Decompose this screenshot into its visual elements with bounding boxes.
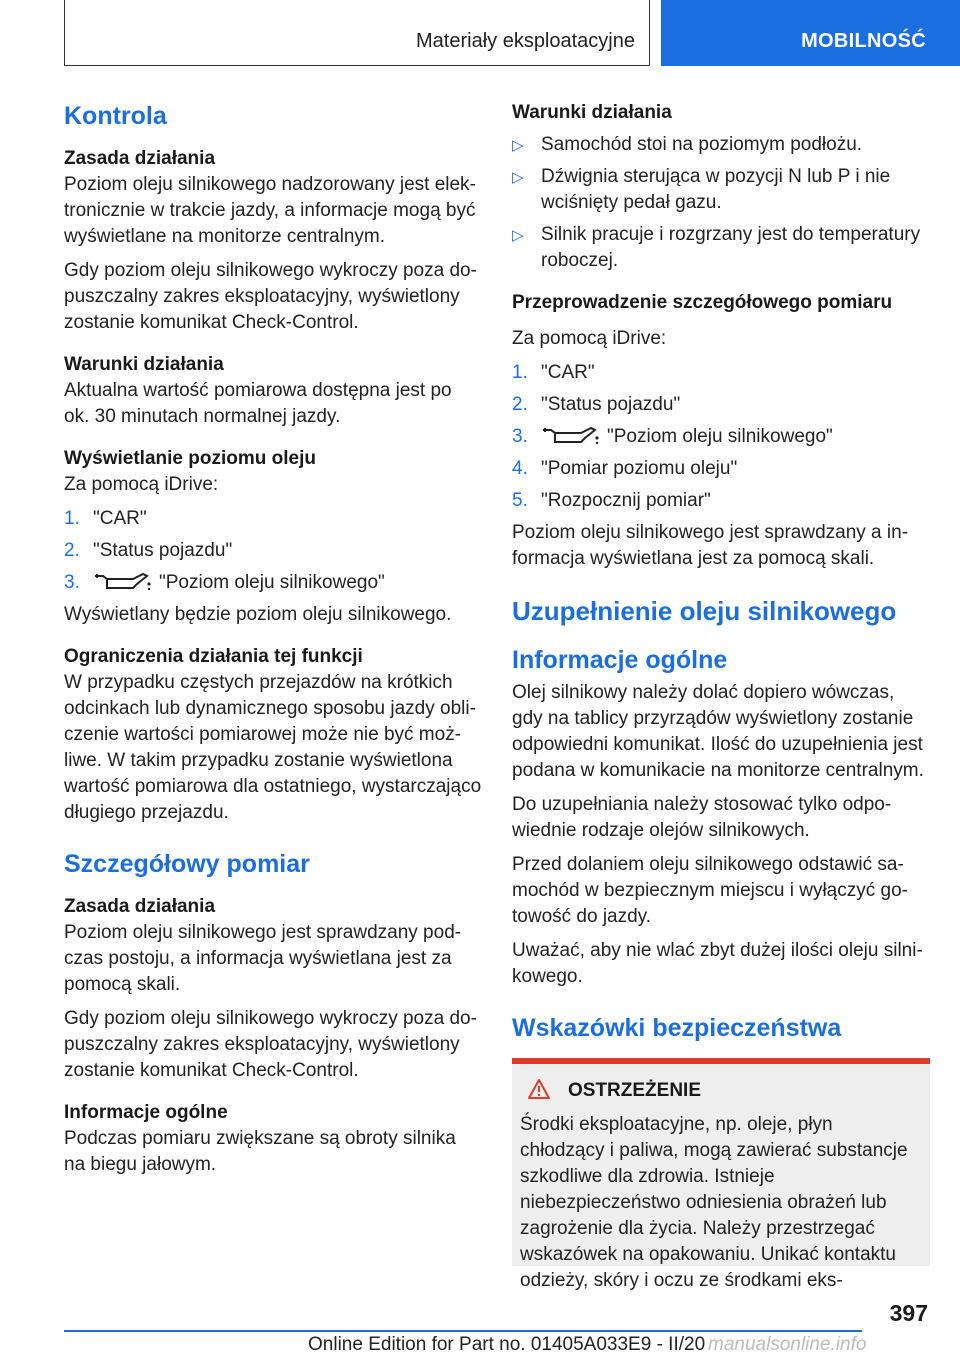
paragraph: Podczas pomiaru zwiększane są obroty silnika na biegu jałowym. <box>64 1128 456 1175</box>
oil-can-icon <box>541 424 599 446</box>
footer-brand-watermark: manualsonline.info <box>708 1334 867 1355</box>
heading-wyswietlanie-poziomu: Wyświetlanie poziomu oleju <box>64 448 316 469</box>
footer-edition: Online Edition for Part no. 01405A033E9 - II/20 <box>308 1334 706 1355</box>
heading-informacje-ogolne-2: Informacje ogólne <box>512 646 728 674</box>
warning-triangle-icon <box>528 1079 550 1099</box>
paragraph: Poziom oleju silnikowego jest sprawdzany a informacja wyświetlana jest za pomocą skali. <box>512 522 909 569</box>
warning-text: Środki eksploatacyjne, np. oleje, płyn chłodzący i paliwa, mogą zawierać substancje szkodliwe dla zdrowia. Istnieje niebezpieczeństwo odniesienia obrażeń lub zagrożenie dla życia. Należy przestrzegać wskazówek na opakowaniu. Unikać kontaktu odzieży, skóry i oczu ze środkami eks- <box>520 1114 908 1291</box>
warning-title: OSTRZEŻENIE <box>568 1080 702 1101</box>
heading-kontrola: Kontrola <box>64 102 167 130</box>
footer-divider <box>64 1330 862 1332</box>
header-section-title: Materiały eksploatacyjne <box>416 30 635 52</box>
header-section-box <box>64 0 650 66</box>
list-item: ▷ Samochód stoi na poziomym podłożu. <box>512 132 930 158</box>
paragraph: Za pomocą iDrive: <box>512 328 667 349</box>
paragraph: Przed dolaniem oleju silnikowego odstawić samochód w bezpiecznym miejscu i wyłączyć gotowość do jazdy. <box>512 854 908 927</box>
warning-header <box>520 1078 922 1104</box>
conditions-list <box>512 132 930 274</box>
paragraph: Za pomocą iDrive: <box>64 474 219 495</box>
right-column <box>512 100 930 1291</box>
paragraph: Olej silnikowy należy dolać dopiero wówczas, gdy na tablicy przyrządów wyświetlony zostanie odpowiedni komunikat. Ilość do uzupełnienia jest podana w komunikacie na monitorze centralnym. <box>512 682 924 781</box>
header-chapter-box <box>661 0 960 66</box>
heading-informacje-ogolne: Informacje ogólne <box>64 1102 228 1123</box>
page-header <box>64 0 960 66</box>
heading-warunki-dzialania-2: Warunki działania <box>512 102 672 123</box>
heading-wskazowki-bezpieczenstwa: Wskazówki bezpieczeństwa <box>512 1014 842 1042</box>
list-item: 5. "Rozpocznij pomiar" <box>512 490 711 511</box>
oil-can-icon <box>93 570 151 592</box>
heading-szczegolowy-pomiar: Szczegółowy pomiar <box>64 850 310 878</box>
list-item: 2. "Status pojazdu" <box>512 394 681 415</box>
triangle-bullet-icon: ▷ <box>512 137 524 154</box>
triangle-bullet-icon: ▷ <box>512 227 524 244</box>
paragraph: Gdy poziom oleju silnikowego wykroczy poza dopuszczalny zakres eksploatacyjny, wyświetlony zostanie komunikat Check-Control. <box>64 260 477 333</box>
list-item: 4. "Pomiar poziomu oleju" <box>512 458 738 479</box>
heading-zasada-dzialania-2: Zasada działania <box>64 896 216 917</box>
paragraph: Wyświetlany będzie poziom oleju silnikowego. <box>64 604 452 625</box>
list-item: 3. "Poziom oleju silnikowego" <box>64 572 385 593</box>
list-item: 3. "Poziom oleju silnikowego" <box>512 426 833 447</box>
left-column <box>64 100 482 1186</box>
paragraph: Do uzupełniania należy stosować tylko odpowiednie rodzaje olejów silnikowych. <box>512 794 892 841</box>
idrive-steps-list <box>64 506 482 596</box>
paragraph: Uważać, aby nie wlać zbyt dużej ilości oleju silnikowego. <box>512 940 923 987</box>
list-item: 2. "Status pojazdu" <box>64 540 233 561</box>
measurement-steps-list <box>512 360 930 514</box>
page-number: 397 <box>889 1300 928 1326</box>
paragraph: Gdy poziom oleju silnikowego wykroczy poza dopuszczalny zakres eksploatacyjny, wyświetlony zostanie komunikat Check-Control. <box>64 1008 477 1081</box>
paragraph: Aktualna wartość pomiarowa dostępna jest po ok. 30 minutach normalnej jazdy. <box>64 380 452 427</box>
list-item: ▷ Silnik pracuje i rozgrzany jest do temperatury roboczej. <box>512 224 921 271</box>
list-item: ▷ Dźwignia sterująca w pozycji N lub P i nie wciśnięty pedał gazu. <box>512 166 891 213</box>
triangle-bullet-icon: ▷ <box>512 169 524 186</box>
heading-zasada-dzialania: Zasada działania <box>64 148 216 169</box>
warning-box <box>512 1058 930 1291</box>
list-item: 1. "CAR" <box>64 508 147 529</box>
paragraph: W przypadku częstych przejazdów na krótkich odcinkach lub dynamicznego sposobu jazdy obliczenie wartości pomiarowej może nie być możliwe. W takim przypadku zostanie wyświetlona wartość pomiarowa dla ostatniego, wystarczająco długiego przejazdu. <box>64 672 482 823</box>
paragraph: Poziom oleju silnikowego jest sprawdzany podczas postoju, a informacja wyświetlana jest za pomocą skali. <box>64 922 462 995</box>
heading-uzupelnienie-oleju: Uzupełnienie oleju silnikowego <box>512 596 897 626</box>
heading-ograniczenia: Ograniczenia działania tej funkcji <box>64 646 363 667</box>
paragraph: Poziom oleju silnikowego nadzorowany jest elektronicznie w trakcie jazdy, a informacje mogą być wyświetlane na monitorze centralnym. <box>64 174 476 247</box>
heading-warunki-dzialania: Warunki działania <box>64 354 224 375</box>
heading-przeprowadzenie-pomiaru: Przeprowadzenie szczegółowego pomiaru <box>512 292 893 313</box>
list-item: 1. "CAR" <box>512 362 595 383</box>
header-chapter-title: MOBILNOŚĆ <box>801 30 926 52</box>
